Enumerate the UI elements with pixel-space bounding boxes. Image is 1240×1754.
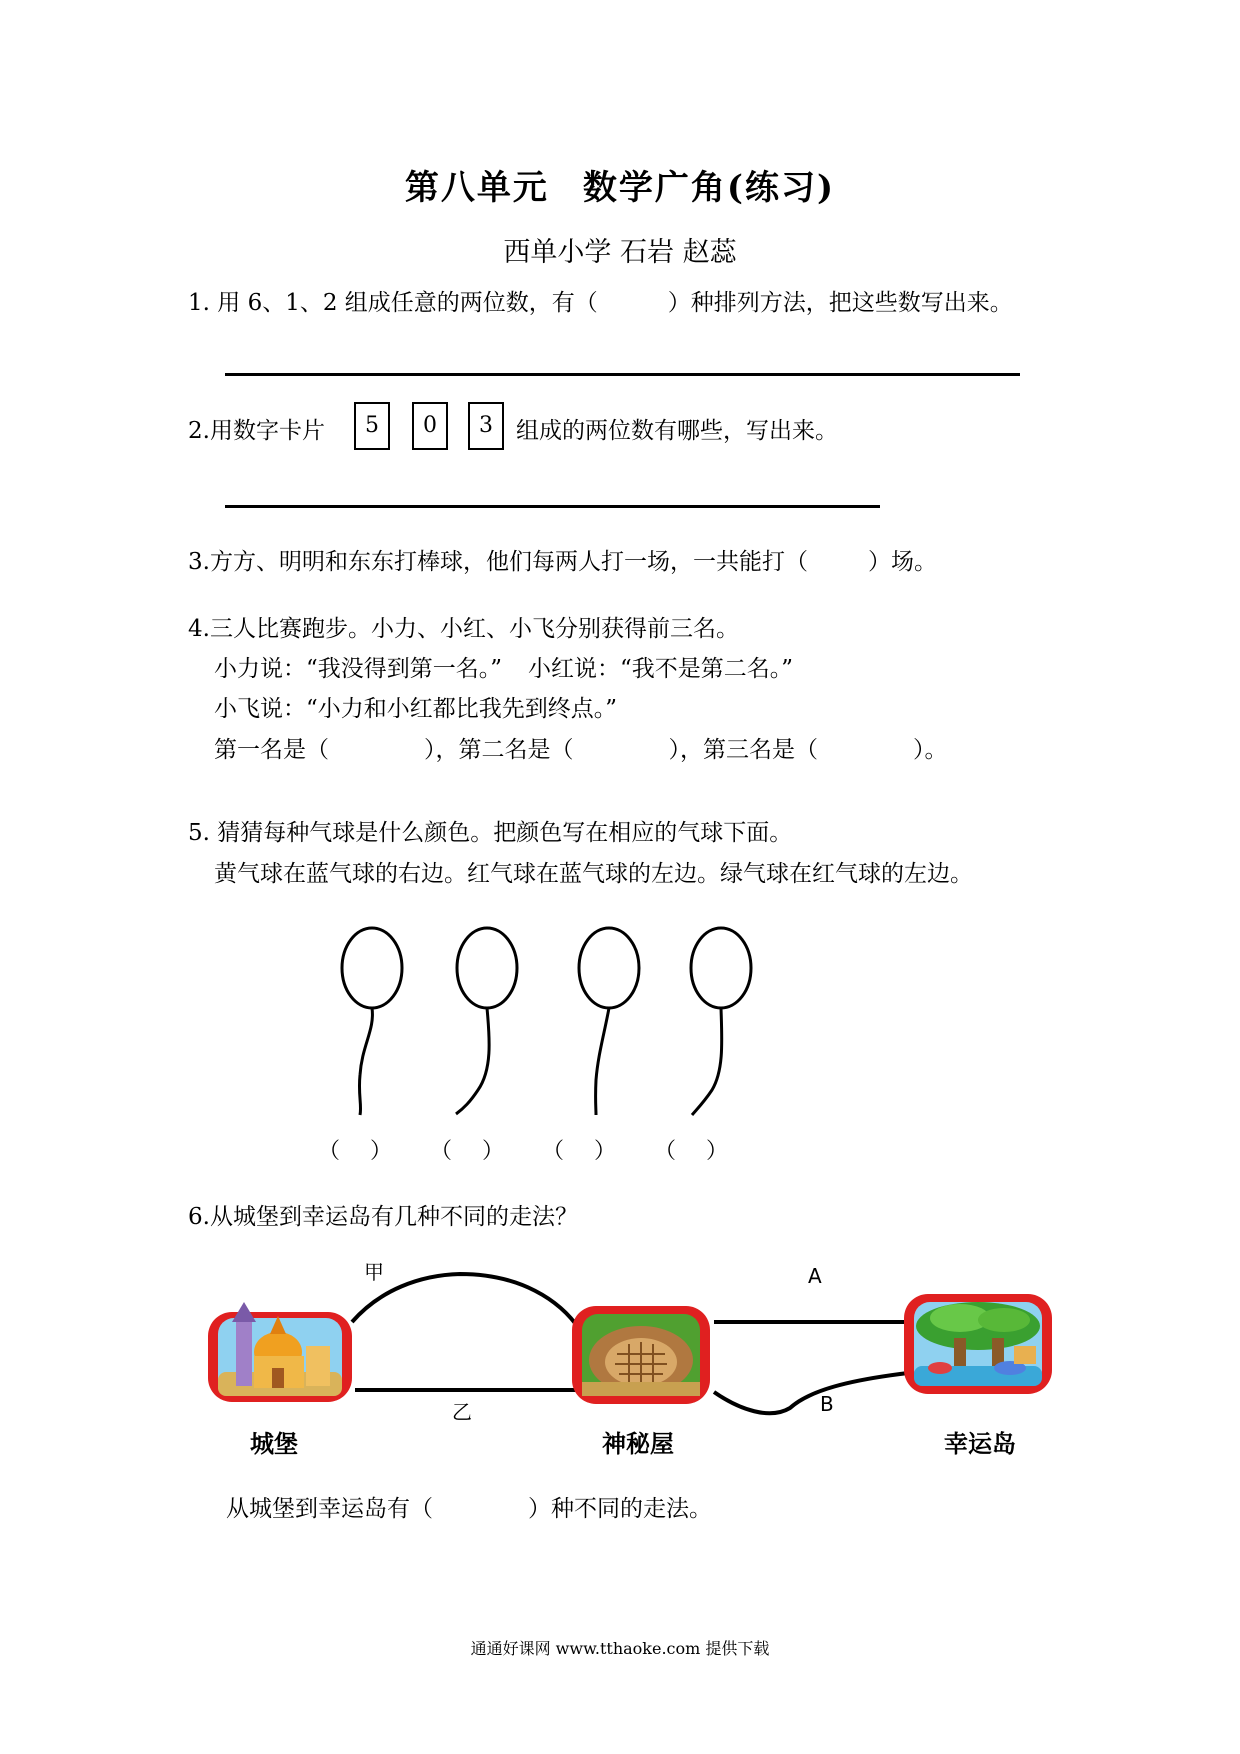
author-line: 西单小学 石岩 赵蕊 <box>503 237 737 268</box>
q6-intro: 6.从城堡到幸运岛有几种不同的走法？ <box>188 1204 578 1230</box>
q2-text-before: 2.用数字卡片 <box>188 418 325 444</box>
digit-card-0: 0 <box>412 402 448 450</box>
q3-text-before: 3.方方、明明和东东打棒球，他们每两人打一场，一共能打（ <box>188 549 808 575</box>
q1-text-after: ）种排列方法，把这些数写出来。 <box>667 290 1013 316</box>
balloon-3-answer[interactable]: （ ） <box>542 1139 617 1164</box>
q6-answer-before: 从城堡到幸运岛有（ <box>226 1496 433 1522</box>
route-jia-label: 甲 <box>364 1260 384 1284</box>
lucky-island-picture <box>904 1294 1052 1394</box>
route-jia-path <box>352 1274 580 1330</box>
q6-answer-after: ）种不同的走法。 <box>528 1496 712 1522</box>
q5-clue: 黄气球在蓝气球的右边。红气球在蓝气球的左边。绿气球在红气球的左边。 <box>214 861 973 887</box>
balloon-2-answer[interactable]: （ ） <box>430 1139 505 1164</box>
xiaofei-statement: 小飞说：“小力和小红都比我先到终点。” <box>214 696 618 722</box>
xiaohong-statement: 小红说：“我不是第二名。” <box>528 656 794 682</box>
balloon-4-answer[interactable]: （ ） <box>654 1139 729 1164</box>
digit-card-5: 5 <box>354 402 390 450</box>
q6-answer-line <box>226 1490 712 1523</box>
footer-source: 通通好课网 www.tthaoke.com 提供下载 <box>470 1639 770 1658</box>
balloon-1-answer[interactable]: （ ） <box>318 1139 393 1164</box>
route-yi-label: 乙 <box>452 1400 472 1424</box>
castle-picture <box>208 1302 352 1402</box>
second-place-label: ），第二名是（ <box>424 737 574 763</box>
castle-label: 城堡 <box>250 1430 298 1458</box>
route-a-label: A <box>808 1264 822 1288</box>
route-b-label: B <box>820 1392 834 1416</box>
title-unit: 第八单元 <box>404 168 549 208</box>
q4-intro: 4.三人比赛跑步。小力、小红、小飞分别获得前三名。 <box>188 616 739 642</box>
title-topic: 数学广角(练习) <box>582 168 836 208</box>
first-place-label: 第一名是（ <box>214 737 329 763</box>
q2-text-after: 组成的两位数有哪些，写出来。 <box>516 418 838 444</box>
xiaoli-statement: 小力说：“我没得到第一名。” <box>214 656 503 682</box>
q4-close: ）。 <box>913 737 948 763</box>
digit-card-3: 3 <box>468 402 504 450</box>
mystery-house-picture <box>572 1306 710 1404</box>
lucky-island-label: 幸运岛 <box>944 1430 1016 1458</box>
q1-text-before: 1. 用 6、1、2 组成任意的两位数，有（ <box>188 290 598 316</box>
mystery-house-label: 神秘屋 <box>602 1430 674 1458</box>
q3-text-after: ）场。 <box>867 549 937 575</box>
route-b-path <box>714 1373 908 1413</box>
third-place-label: ），第三名是（ <box>668 737 818 763</box>
q5-intro: 5. 猜猜每种气球是什么颜色。把颜色写在相应的气球下面。 <box>188 820 793 846</box>
